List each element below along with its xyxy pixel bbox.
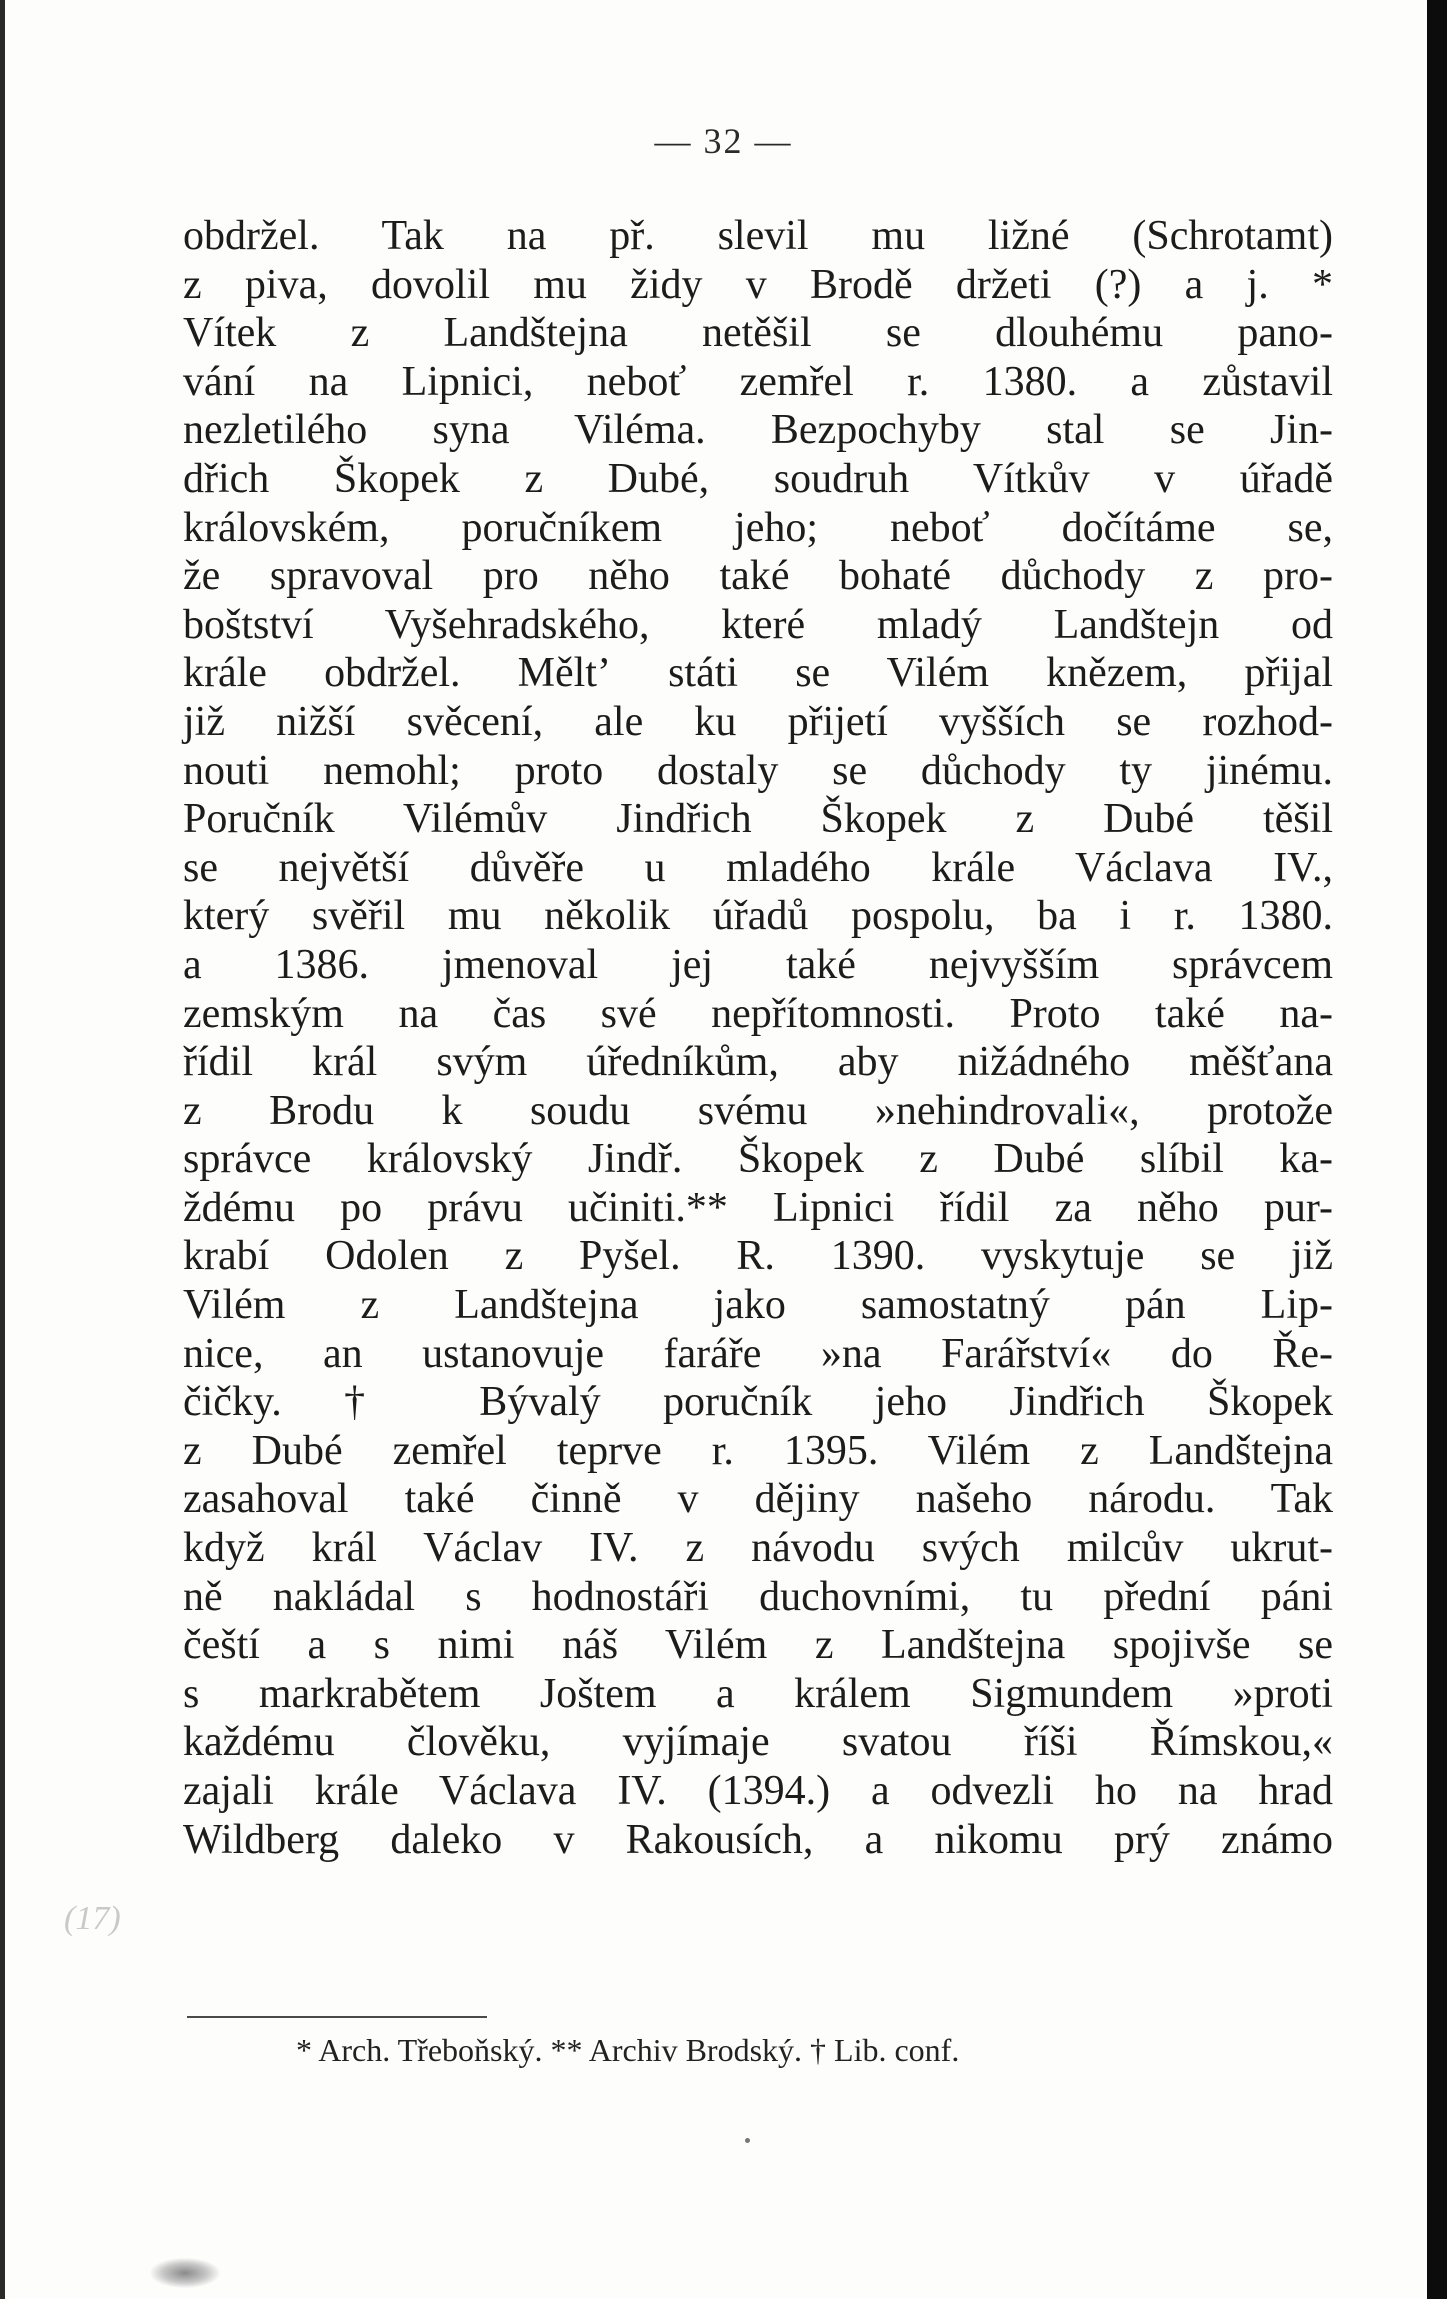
text-line: ně nakládal s hodnostáři duchovními, tu přední páni <box>183 1573 1333 1620</box>
paper-speck <box>745 2138 750 2143</box>
text-line: Poručník Vilémův Jindřich Škopek z Dubé těšil <box>183 796 1333 843</box>
text-line: zajali krále Václava IV. (1394.) a odvezli ho na hrad <box>183 1768 1333 1814</box>
footnote-divider <box>187 2016 487 2018</box>
text-line: každému člověku, vyjímaje svatou říši Římskou,« <box>183 1719 1333 1766</box>
text-line: obdržel. Tak na př. slevil mu ližné (Schrotamt) <box>183 213 1333 259</box>
body-text <box>183 212 1333 1864</box>
text-line: krabí Odolen z Pyšel. R. 1390. vyskytuje se již <box>183 1233 1333 1280</box>
text-line: nice, an ustanovuje faráře »na Farářství« do Ře- <box>183 1330 1333 1377</box>
page-number: — 32 — <box>654 121 793 161</box>
text-line: Wildberg daleko v Rakousích, a nikomu prý známo <box>183 1816 1333 1863</box>
text-line: vání na Lipnici, neboť zemřel r. 1380. a zůstavil <box>183 358 1333 405</box>
text-line: že spravoval pro něho také bohaté důchody z pro- <box>183 553 1333 600</box>
text-line: a 1386. jmenoval jej také nejvyšším správcem <box>183 941 1333 988</box>
text-line: zasahoval také činně v dějiny našeho národu. Tak <box>183 1476 1333 1523</box>
paper-smudge <box>150 2258 220 2288</box>
text-line: který svěřil mu několik úřadů pospolu, ba i r. 1380. <box>183 893 1333 940</box>
text-line: dřich Škopek z Dubé, soudruh Vítkův v úřadě <box>183 455 1333 502</box>
text-line: nezletilého syna Viléma. Bezpochyby stal se Jin- <box>183 407 1333 454</box>
page-left-edge <box>0 0 5 2299</box>
text-line: nouti nemohl; proto dostaly se důchody ty jinému. <box>183 747 1333 794</box>
text-line: z Brodu k soudu svému »nehindrovali«, protože <box>183 1087 1333 1134</box>
text-line: Vilém z Landštejna jako samostatný pán Lip- <box>183 1282 1333 1329</box>
text-line: boštství Vyšehradského, které mladý Landštejn od <box>183 601 1333 648</box>
text-line: Vítek z Landštejna netěšil se dlouhému pano- <box>183 310 1333 357</box>
page-right-edge <box>1427 0 1447 2299</box>
text-line: se největší důvěře u mladého krále Václava IV., <box>183 844 1333 891</box>
text-line: krále obdržel. Měltʼ státi se Vilém knězem, přijal <box>183 650 1333 697</box>
text-line: z Dubé zemřel teprve r. 1395. Vilém z Landštejna <box>183 1427 1333 1474</box>
text-line: řídil král svým úředníkům, aby nižádného měšťana <box>183 1039 1333 1086</box>
text-line: již nižší svěcení, ale ku přijetí vyšších se rozhod- <box>183 698 1333 745</box>
text-line: z piva, dovolil mu židy v Brodě držeti (?) a j. * <box>183 261 1333 308</box>
footnote: * Arch. Třeboňský. ** Archiv Brodský. † Lib. conf. <box>296 2032 960 2068</box>
text-line: správce královský Jindř. Škopek z Dubé slíbil ka- <box>183 1136 1333 1183</box>
text-line: s markrabětem Joštem a králem Sigmundem »proti <box>183 1670 1333 1717</box>
text-line: královském, poručníkem jeho; neboť dočítáme se, <box>183 504 1333 551</box>
text-line: zemským na čas své nepřítomnosti. Proto také na- <box>183 990 1333 1037</box>
text-line: čeští a s nimi náš Vilém z Landštejna spojivše se <box>183 1622 1333 1669</box>
text-line: když král Václav IV. z návodu svých milcův ukrut- <box>183 1525 1333 1572</box>
text-line: ždému po právu učiniti.** Lipnici řídil za něho pur- <box>183 1184 1333 1231</box>
text-line: čičky. † Bývalý poručník jeho Jindřich Škopek <box>183 1379 1333 1426</box>
margin-pencil-note: (17) <box>64 1900 121 1937</box>
